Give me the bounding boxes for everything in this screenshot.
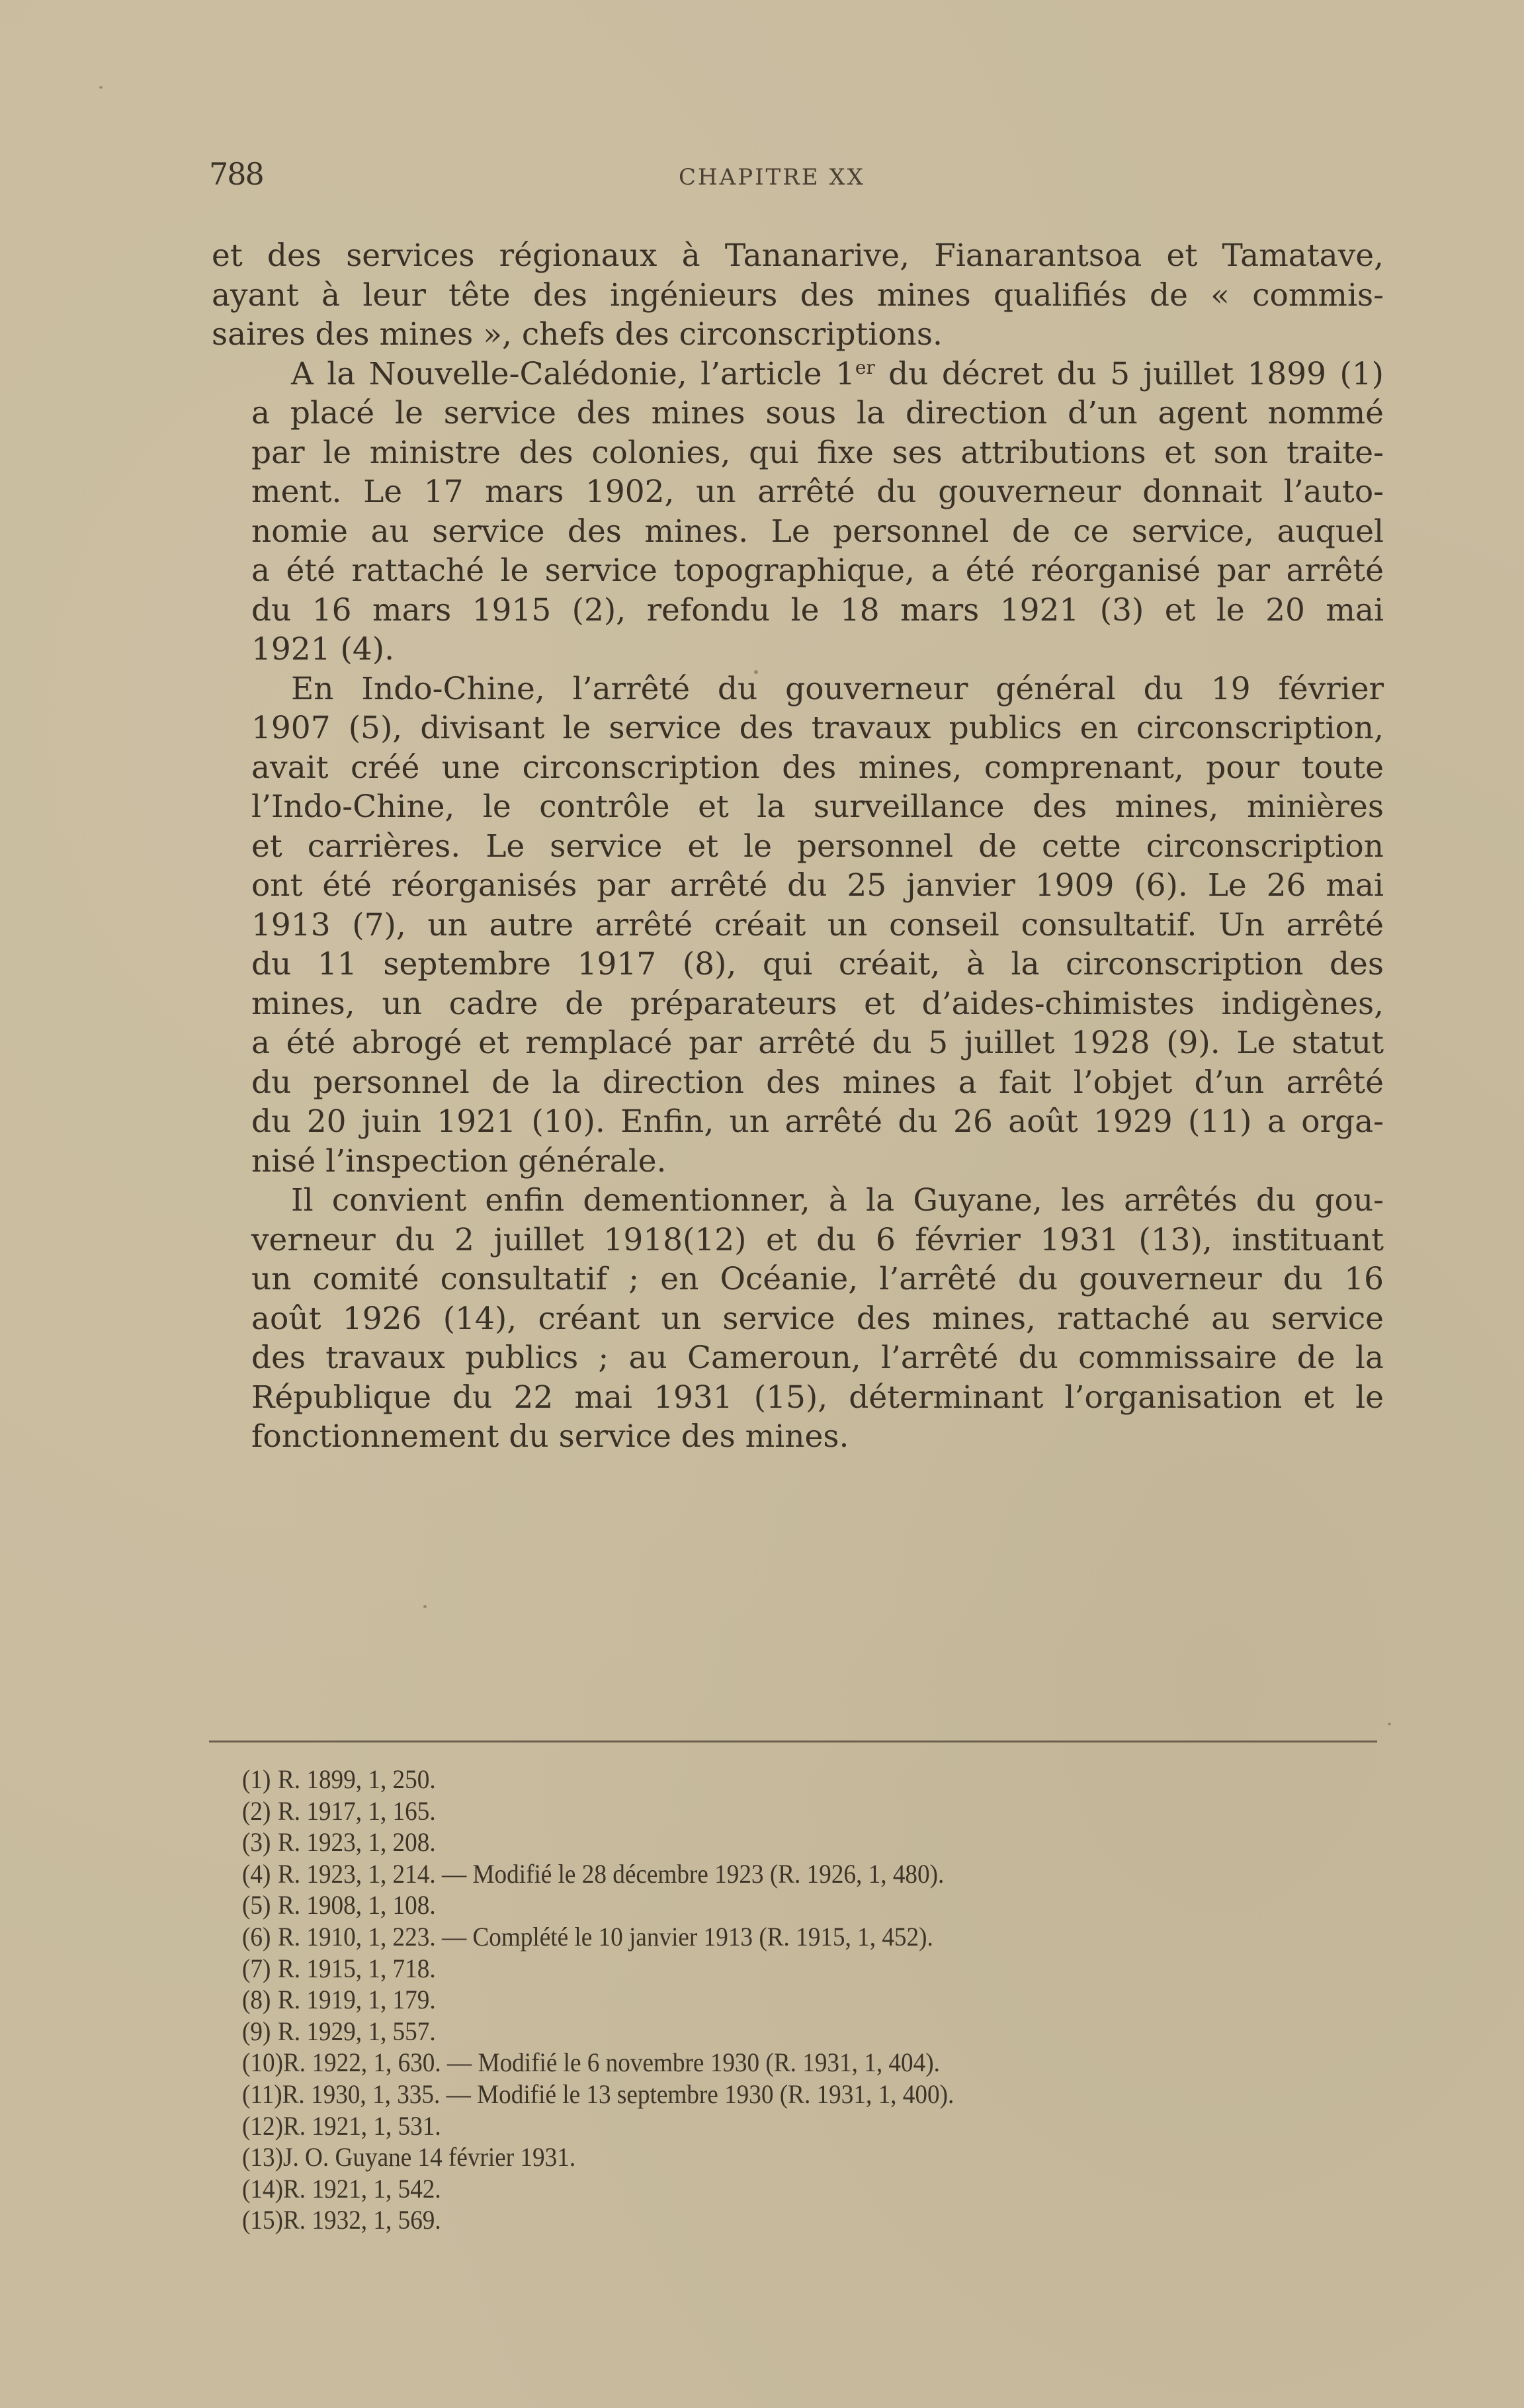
footnote-text: J. O. Guyane 14 février 1931. (282, 2142, 576, 2172)
text-line: par le ministre des colonies, qui fixe ses attributions et son traite- (251, 434, 1384, 471)
footnote-number: (9) (242, 2016, 271, 2046)
body-text (212, 236, 1384, 1457)
paper-speck (99, 86, 103, 89)
text-line: ont été réorganisés par arrêté du 25 janvier 1909 (6). Le 26 mai (251, 867, 1384, 904)
text-line: Il convient enfin dementionner, à la Guyane, les arrêtés du gou- (291, 1182, 1384, 1219)
footnote (242, 2141, 1288, 2173)
footnote-number: (6) (242, 1921, 271, 1952)
footnote (242, 1858, 1288, 1890)
text-line: du 16 mars 1915 (2), refondu le 18 mars 1921 (3) et le 20 mai (251, 591, 1384, 628)
footnote (242, 1764, 1288, 1795)
text-line: nomie au service des mines. Le personnel de ce service, auquel (251, 513, 1384, 550)
footnote-number: (3) (242, 1827, 271, 1858)
paragraph (212, 669, 1384, 1182)
footnote-text: R. 1929, 1, 557. (277, 2016, 436, 2046)
footnote (242, 1921, 1288, 1953)
footnotes (242, 1764, 1288, 2236)
text-line: ayant à leur tête des ingénieurs des mines qualifiés de « commis- (212, 277, 1384, 314)
text-line: des travaux publics ; au Cameroun, l’arrêté du commissaire de la (251, 1340, 1384, 1376)
text-line: 1921 (4). (251, 631, 395, 667)
footnote (242, 2173, 1288, 2205)
text-line: En Indo-Chine, l’arrêté du gouverneur général du 19 février (291, 670, 1384, 707)
paragraph (212, 355, 1384, 669)
text-line: verneur du 2 juillet 1918(12) et du 6 février 1931 (13), instituant (251, 1221, 1384, 1258)
text-line: République du 22 mai 1931 (15), déterminant l’organisation et le (251, 1379, 1384, 1416)
footnote-text: R. 1932, 1, 569. (282, 2205, 441, 2235)
footnote-text: R. 1930, 1, 335. — Modifié le 13 septembre 1930 (R. 1931, 1, 400). (282, 2079, 954, 2109)
footnote-text: R. 1899, 1, 250. (277, 1764, 436, 1794)
footnote-number: (14) (242, 2173, 283, 2204)
text-line: et carrières. Le service et le personnel de cette circonscription (251, 828, 1384, 865)
chapter-title: CHAPITRE XX (679, 164, 865, 191)
footnote-number: (7) (242, 1953, 271, 1983)
footnote-number: (4) (242, 1858, 271, 1889)
footnote (242, 1795, 1288, 1827)
text-line: a été rattaché le service topographique, a été réorganisé par arrêté (251, 552, 1384, 589)
ordinal-superscript: er (855, 356, 875, 378)
footnote-number: (1) (242, 1764, 271, 1794)
footnote-text: R. 1917, 1, 165. (277, 1795, 436, 1826)
footnote (242, 2047, 1288, 2079)
footnote-number: (15) (242, 2205, 283, 2235)
text-line: 1913 (7), un autre arrêté créait un conseil consultatif. Un arrêté (251, 906, 1384, 943)
text-line: nisé l’inspection générale. (251, 1142, 667, 1180)
paragraph (212, 1181, 1384, 1457)
footnote-text: R. 1921, 1, 542. (282, 2173, 441, 2204)
footnote-number: (13) (242, 2142, 283, 2172)
footnote-divider (209, 1741, 1377, 1742)
footnote-text: R. 1908, 1, 108. (277, 1890, 436, 1920)
footnote (242, 1984, 1288, 2016)
footnote-text: R. 1915, 1, 718. (277, 1953, 436, 1983)
footnote-text: R. 1921, 1, 531. (282, 2110, 441, 2141)
running-head (209, 156, 1386, 196)
footnote-text: R. 1910, 1, 223. — Complété le 10 janvier 1913 (R. 1915, 1, 452). (277, 1921, 933, 1952)
text-line: A la Nouvelle-Calédonie, l’article 1er du décret du 5 juillet 1899 (1) (291, 355, 1384, 392)
paragraph (212, 236, 1384, 355)
footnote-number: (10) (242, 2047, 283, 2078)
footnote (242, 2016, 1288, 2047)
footnote-number: (12) (242, 2110, 283, 2141)
text-line: 1907 (5), divisant le service des travaux publics en circonscription, (251, 710, 1384, 746)
footnote-text: R. 1923, 1, 214. — Modifié le 28 décembre 1923 (R. 1926, 1, 480). (277, 1858, 945, 1889)
footnote-number: (5) (242, 1890, 271, 1920)
text-line: fonctionnement du service des mines. (251, 1418, 849, 1455)
footnote (242, 1953, 1288, 1985)
text-line: a placé le service des mines sous la direction d’un agent nommé (251, 395, 1384, 431)
text-line: saires des mines », chefs des circonscriptions. (212, 316, 943, 353)
text-line: l’Indo-Chine, le contrôle et la surveillance des mines, minières (251, 789, 1384, 825)
text-line: a été abrogé et remplacé par arrêté du 5 juillet 1928 (9). Le statut (251, 1025, 1384, 1061)
text-line: août 1926 (14), créant un service des mines, rattaché au service (251, 1300, 1384, 1337)
text-line: du 20 juin 1921 (10). Enfin, un arrêté du 26 août 1929 (11) a orga- (251, 1103, 1384, 1140)
footnote-number: (2) (242, 1795, 271, 1826)
footnote-text: R. 1923, 1, 208. (277, 1827, 436, 1858)
footnote-text: R. 1922, 1, 630. — Modifié le 6 novembre 1930 (R. 1931, 1, 404). (282, 2047, 940, 2078)
text-line: du 11 septembre 1917 (8), qui créait, à la circonscription des (251, 946, 1384, 982)
footnote (242, 1827, 1288, 1858)
footnote (242, 2204, 1288, 2236)
footnote (242, 2079, 1288, 2110)
footnote-text: R. 1919, 1, 179. (277, 1985, 436, 2015)
footnote (242, 1889, 1288, 1921)
footnote-number: (8) (242, 1985, 271, 2015)
paper-speck (754, 670, 758, 674)
text-line: mines, un cadre de préparateurs et d’aides-chimistes indigènes, (251, 985, 1384, 1022)
text-line: du personnel de la direction des mines a fait l’objet d’un arrêté (251, 1064, 1384, 1101)
paper-speck (1388, 1723, 1391, 1725)
text-line: ment. Le 17 mars 1902, un arrêté du gouverneur donnait l’auto- (251, 474, 1384, 510)
paper-speck (423, 1605, 427, 1608)
text-line: avait créé une circonscription des mines, comprenant, pour toute (251, 749, 1384, 786)
page-number: 788 (209, 156, 263, 192)
footnote-number: (11) (242, 2079, 282, 2109)
text-line: et des services régionaux à Tananarive, Fianarantsoa et Tamatave, (212, 237, 1384, 274)
text-line: un comité consultatif ; en Océanie, l’arrêté du gouverneur du 16 (251, 1261, 1384, 1297)
footnote (242, 2110, 1288, 2142)
